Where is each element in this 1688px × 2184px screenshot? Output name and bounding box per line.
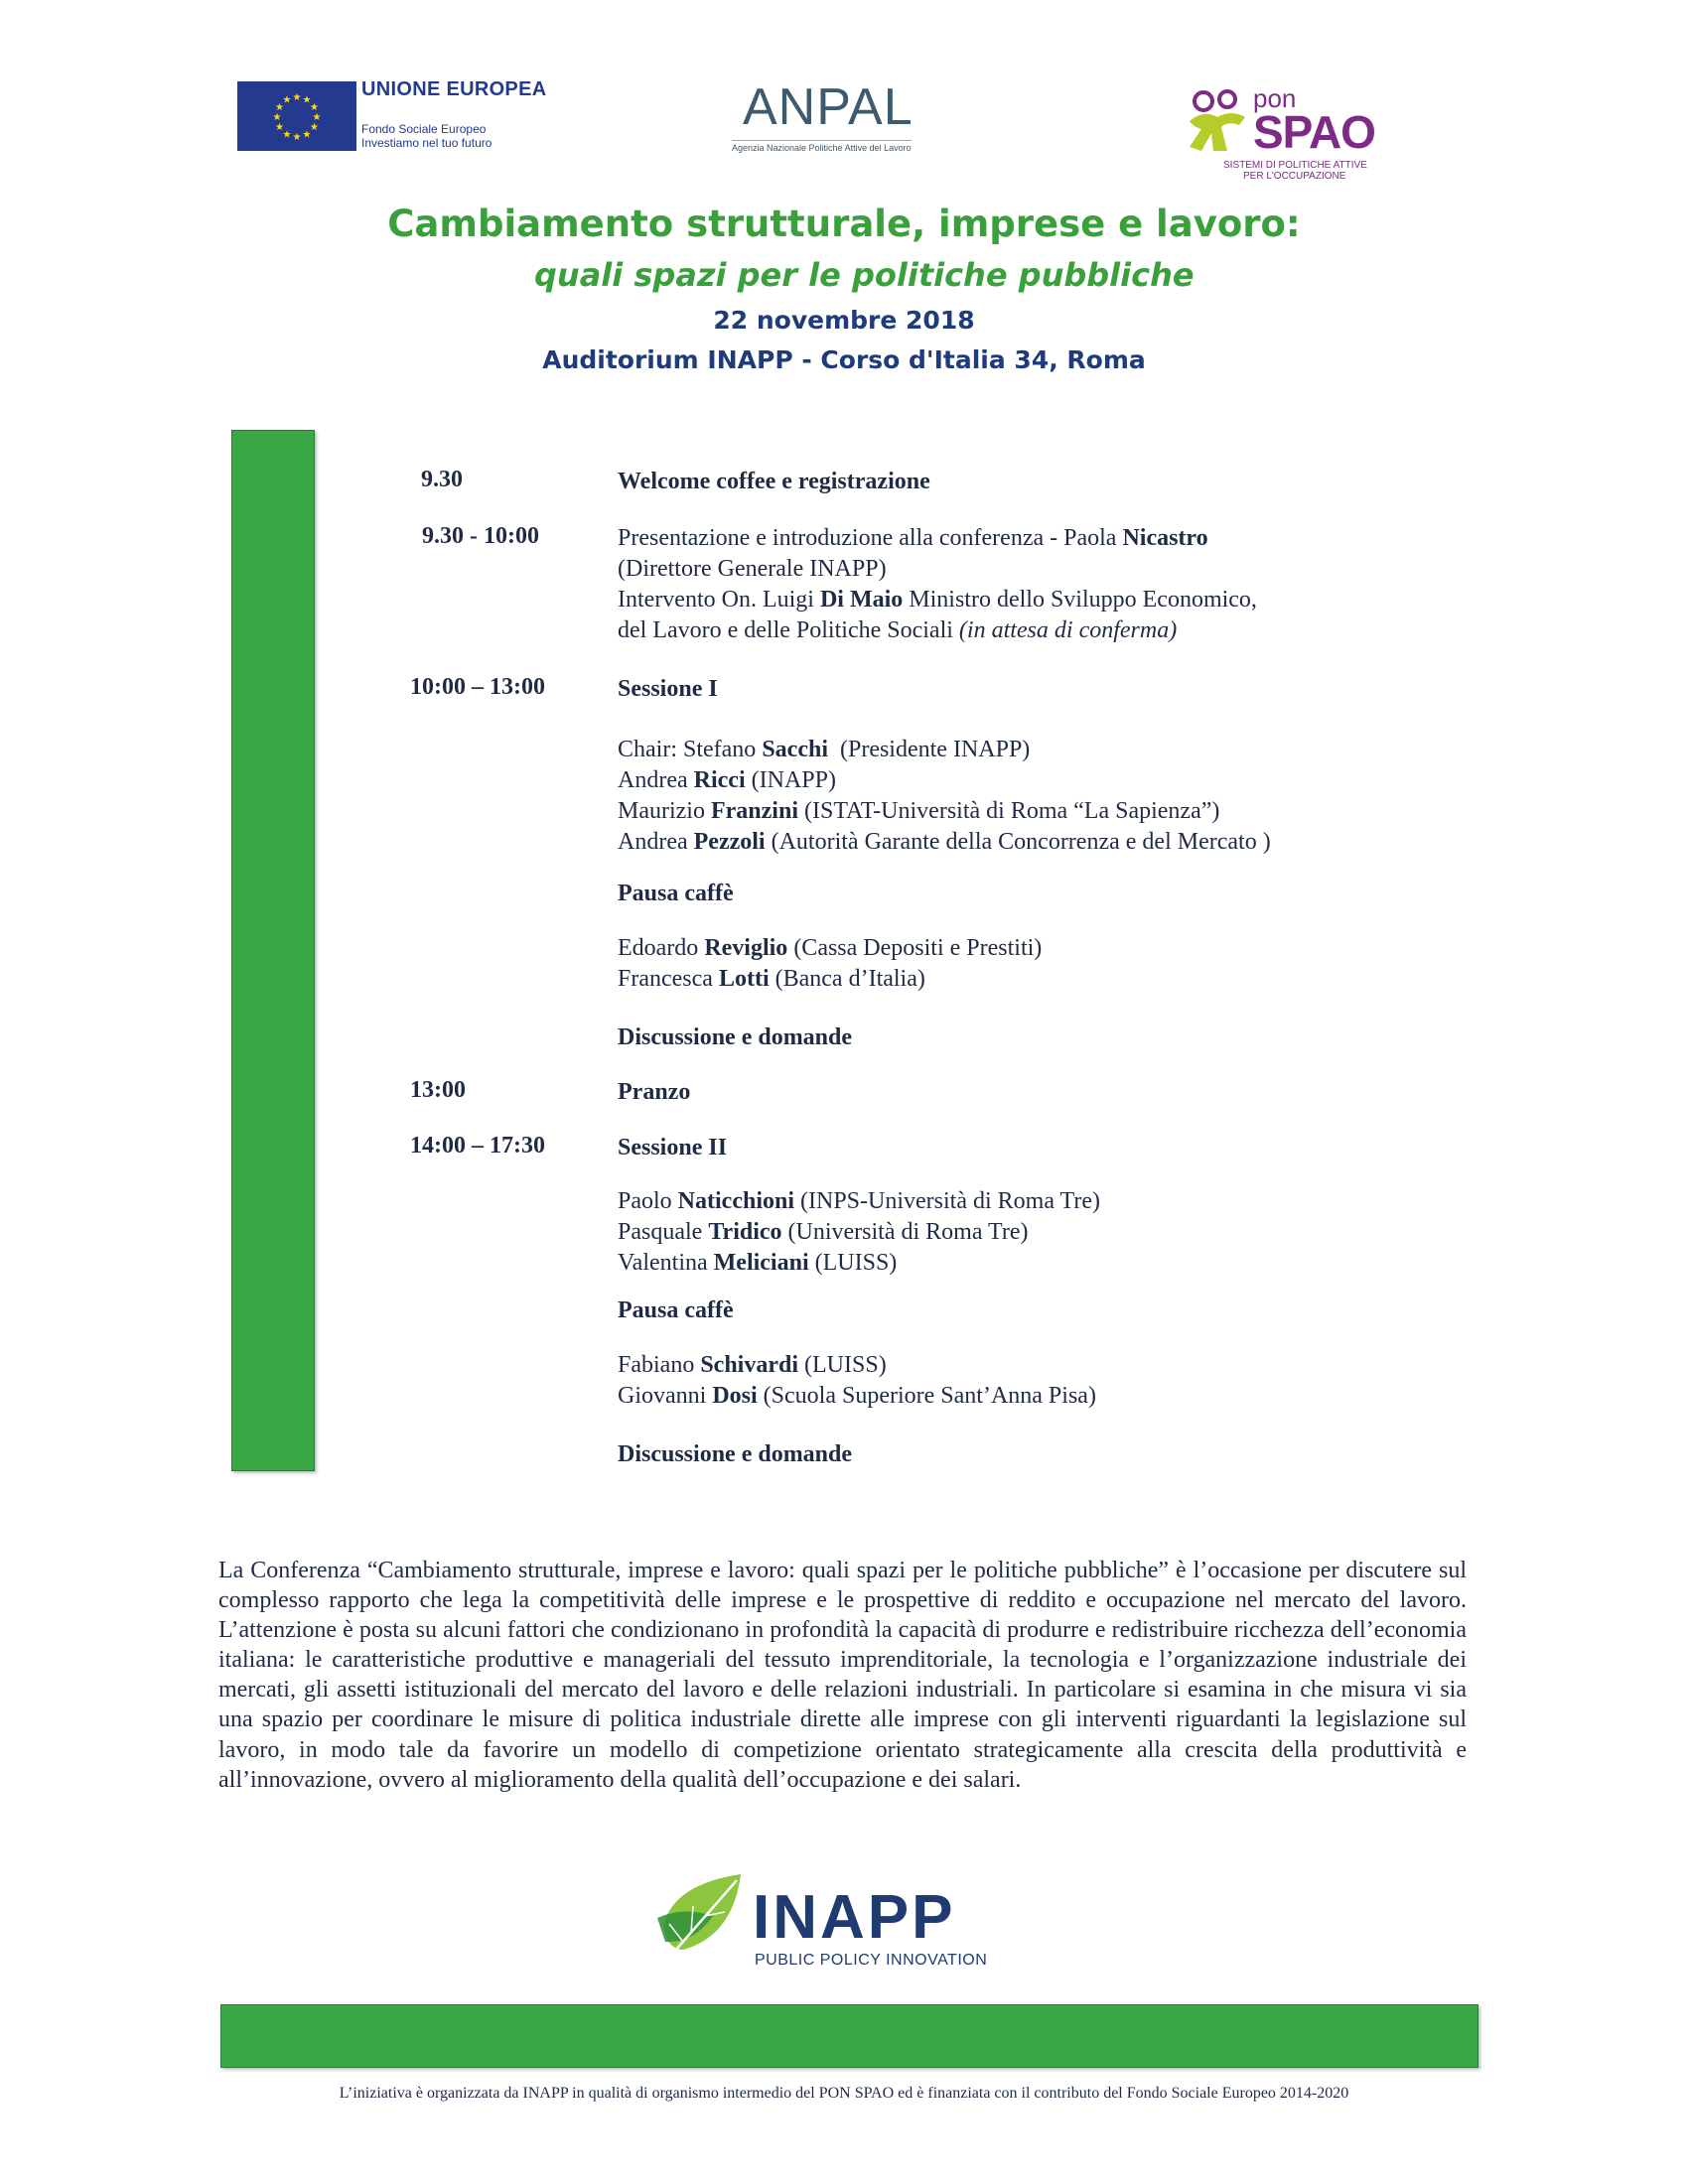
break-label: Pausa caffè	[618, 881, 734, 906]
svg-text:★: ★	[282, 94, 292, 106]
session-1-discussion	[618, 1023, 852, 1053]
agenda-item-title: Welcome coffee e registrazione	[618, 469, 930, 494]
eu-logo-line1: Fondo Sociale Europeo	[361, 122, 487, 136]
speaker-surname: Tridico	[708, 1219, 782, 1245]
agenda-text: del Lavoro e delle Politiche Sociali	[618, 617, 959, 643]
eu-logo-line2: Investiamo nel tuo futuro	[361, 136, 492, 150]
agenda-line	[618, 523, 1257, 554]
svg-text:★: ★	[282, 129, 292, 141]
svg-text:★: ★	[302, 94, 312, 106]
svg-text:★: ★	[310, 122, 319, 133]
speaker-surname: Franzini	[710, 798, 798, 824]
speaker-surname: Schivardi	[700, 1352, 799, 1378]
speaker-surname: Pezzoli	[693, 829, 766, 855]
time-slot: 9.30 - 10:00	[422, 523, 539, 549]
lunch	[618, 1077, 690, 1108]
pon-spao-subtitle-line2: PER L'OCCUPAZIONE	[1243, 171, 1346, 182]
speaker-row	[618, 1217, 1100, 1248]
event-venue: Auditorium INAPP - Corso d'Italia 34, Roma	[542, 345, 1146, 374]
speaker-first: Giovanni	[618, 1383, 713, 1409]
speaker-surname: Di Maio	[819, 587, 904, 613]
speaker-first: Chair: Stefano	[618, 737, 763, 762]
inapp-tagline: PUBLIC POLICY INNOVATION	[755, 1952, 988, 1969]
svg-text:★: ★	[312, 112, 322, 123]
speaker-first: Fabiano	[618, 1352, 701, 1378]
session-title: Sessione II	[618, 1135, 728, 1160]
speaker-surname: Dosi	[712, 1383, 758, 1409]
session-2-speakers	[618, 1186, 1100, 1279]
speaker-affiliation: (ISTAT-Università di Roma “La Sapienza”)	[797, 798, 1220, 824]
speaker-row	[618, 964, 1042, 995]
speaker-row	[618, 765, 1271, 796]
pon-spao-subtitle-line1: SISTEMI DI POLITICHE ATTIVE	[1223, 160, 1367, 171]
speaker-row	[618, 796, 1271, 827]
page-title: Cambiamento strutturale, imprese e lavoro:	[387, 203, 1301, 245]
speaker-first: Valentina	[618, 1250, 714, 1276]
session-1-label	[618, 674, 718, 705]
speaker-surname: Naticchioni	[677, 1188, 794, 1214]
speaker-affiliation: (Cassa Depositi e Prestiti)	[787, 935, 1043, 961]
session-title: Sessione I	[618, 676, 718, 702]
discussion-label: Discussione e domande	[618, 1441, 853, 1467]
speaker-row	[618, 1186, 1100, 1217]
agenda-item-intro	[618, 523, 1257, 646]
side-accent-bar	[231, 430, 315, 1471]
speaker-affiliation: (Presidente INAPP)	[827, 737, 1031, 762]
agenda-text: Presentazione e introduzione alla conferenza - Paola	[618, 525, 1123, 551]
time-slot: 10:00 – 13:00	[410, 674, 545, 700]
lunch-label: Pranzo	[618, 1079, 691, 1105]
agenda-line: (Direttore Generale INAPP)	[618, 556, 887, 582]
time-slot: 13:00	[410, 1077, 466, 1103]
session-1-break	[618, 879, 734, 909]
speaker-surname: Ricci	[693, 767, 746, 793]
speaker-row	[618, 827, 1271, 858]
svg-text:★: ★	[292, 132, 302, 143]
speaker-row	[618, 1248, 1100, 1279]
speaker-affiliation: (Autorità Garante della Concorrenza e del Mercato )	[765, 829, 1271, 855]
speaker-row	[618, 1381, 1096, 1412]
speaker-surname: Sacchi	[762, 737, 828, 762]
speaker-row	[618, 933, 1042, 964]
inapp-leaf-icon	[653, 1866, 749, 1964]
speaker-affiliation: (Università di Roma Tre)	[781, 1219, 1029, 1245]
speaker-affiliation: (LUISS)	[798, 1352, 887, 1378]
eu-stars-icon	[237, 81, 356, 151]
speaker-row	[618, 735, 1271, 765]
page-subtitle: quali spazi per le politiche pubbliche	[534, 256, 1195, 294]
footer-note: L’iniziativa è organizzata da INAPP in qualità di organismo intermedio del PON SPAO ed è finanziata con il contributo del Fondo Sociale Europeo 2014-2020	[339, 2085, 1349, 2102]
conference-description: La Conferenza “Cambiamento strutturale, imprese e lavoro: quali spazi per le politiche pubbliche” è l’occasione per discutere sul complesso rapporto che lega la competitività delle imprese e le prospettive di reddito e occupazione nel mercato del lavoro. L’attenzione è posta su alcuni fattori che condizionano in profondità la capacità di produrre e redistribuire ricchezza dell’economia italiana: le caratteristiche produttive e manageriali del tessuto imprenditoriale, la tecnologia e l’organizzazione industriale dei mercati, gli assetti istituzionali del mercato del lavoro e delle relazioni industriali. In particolare si esamina in che misura vi sia una spazio per coordinare le misure di politica industriale dirette alle imprese con gli interventi riguardanti la legislazione sul lavoro, in modo tale da favorire un modello di competizione orientato strategicamente alla crescita della produttività e all’innovazione, ovvero al miglioramento della qualità dell’occupazione e dei salari.	[218, 1558, 1467, 1793]
session-1-speakers-2	[618, 933, 1042, 995]
svg-text:★: ★	[302, 129, 312, 141]
agenda-line	[618, 585, 1257, 615]
break-label: Pausa caffè	[618, 1297, 734, 1323]
agenda-text: Intervento On. Luigi	[618, 587, 820, 613]
agenda-item-welcome	[618, 467, 930, 497]
svg-text:★: ★	[292, 92, 302, 103]
svg-text:★: ★	[275, 102, 284, 113]
pon-logo-text: pon	[1253, 83, 1297, 113]
event-date: 22 novembre 2018	[713, 306, 975, 335]
speaker-first: Pasquale	[618, 1219, 709, 1245]
time-slot: 14:00 – 17:30	[410, 1133, 545, 1159]
speaker-affiliation: (INAPP)	[745, 767, 836, 793]
agenda-text: Ministro dello Sviluppo Economico,	[903, 587, 1257, 613]
speaker-affiliation: (Banca d’Italia)	[769, 966, 925, 992]
speaker-first: Francesca	[618, 966, 719, 992]
session-2-speakers-2	[618, 1350, 1096, 1412]
bottom-accent-bar	[220, 2004, 1478, 2068]
speaker-affiliation: (LUISS)	[808, 1250, 898, 1276]
session-2-label	[618, 1133, 727, 1163]
session-2-discussion	[618, 1439, 852, 1470]
svg-text:★: ★	[310, 102, 319, 113]
anpal-logo-subtitle: Agenzia Nazionale Politiche Attive del Lavoro	[732, 140, 912, 153]
discussion-label: Discussione e domande	[618, 1024, 853, 1050]
speaker-surname: Reviglio	[704, 935, 788, 961]
speaker-first: Paolo	[618, 1188, 678, 1214]
agenda-line	[618, 615, 1257, 646]
speaker-first: Edoardo	[618, 935, 705, 961]
session-2-break	[618, 1296, 734, 1326]
eu-logo-title: UNIONE EUROPEA	[361, 78, 547, 100]
session-1-speakers	[618, 735, 1271, 858]
speaker-affiliation: (INPS-Università di Roma Tre)	[794, 1188, 1100, 1214]
time-slot: 9.30	[421, 467, 463, 492]
anpal-logo: ANPAL	[743, 78, 914, 136]
speaker-first: Andrea	[618, 829, 694, 855]
speaker-surname: Meliciani	[713, 1250, 809, 1276]
speaker-first: Andrea	[618, 767, 694, 793]
agenda-note: (in attesa di conferma)	[958, 617, 1178, 643]
spao-logo-text: SPAO	[1253, 106, 1375, 158]
speaker-affiliation: (Scuola Superiore Sant’Anna Pisa)	[757, 1383, 1096, 1409]
speaker-first: Maurizio	[618, 798, 711, 824]
eu-flag-logo	[237, 81, 356, 151]
svg-text:★: ★	[275, 122, 284, 133]
speaker-row	[618, 1350, 1096, 1381]
inapp-logo: INAPP	[753, 1883, 956, 1952]
pon-spao-figure-icon	[1184, 87, 1255, 153]
speaker-surname: Lotti	[718, 966, 770, 992]
svg-text:★: ★	[272, 112, 282, 123]
speaker-surname: Nicastro	[1122, 525, 1208, 551]
